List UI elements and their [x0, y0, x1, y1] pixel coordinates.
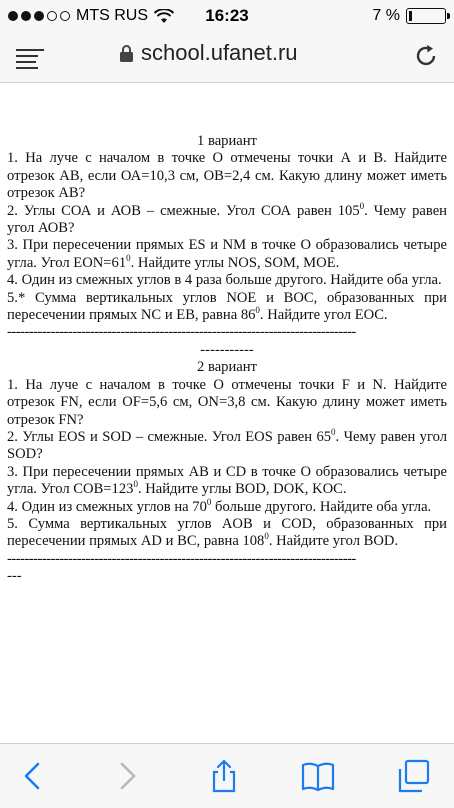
- v2-question-5: 5. Сумма вертикальных углов AOB и COD, образованных при пересечении прямых AD и BC, равна $108^0$. Найдите угол BOD.: [7, 515, 447, 550]
- url-text: school.ufanet.ru: [141, 40, 298, 65]
- v1-question-3: 3. При пересечении прямых ES и NM в точке О образовались четыре угла. Угол $EON=61^0$. Найдите углы NOS, SOM, MOE.: [7, 237, 447, 271]
- carrier-name: MTS RUS: [76, 7, 148, 24]
- url-field[interactable]: [120, 40, 298, 66]
- v2-question-4: 4. Один из смежных углов на $70^0$ больше другого. Найдите оба угла.: [7, 496, 432, 515]
- separator-line-2: --------------------------------------------------------------------------------: [7, 550, 356, 567]
- status-bar: [0, 0, 454, 32]
- variant-2-title: 2 вариант: [197, 359, 257, 376]
- v2-question-1: 1. На луче с началом в точке О отмечены точки F и N. Найдите отрезок FN, если OF=5,6 см, ON=3,8 см. Какую длину может иметь отрезок FN?: [7, 376, 447, 428]
- lock-icon: [120, 45, 133, 62]
- back-icon[interactable]: [16, 758, 52, 794]
- share-icon[interactable]: [206, 758, 242, 794]
- battery-icon: [406, 8, 446, 24]
- v1-question-2: 2. Углы СОА и АОВ – смежные. Угол СОА равен $105^0$. Чему равен угол АОВ?: [7, 200, 447, 237]
- separator-line-short: -----------: [200, 341, 254, 358]
- v2-question-3: 3. При пересечении прямых АВ и CD в точке О образовались четыре угла. Угол $COB=123^0$. Найдите углы BOD, DOK, KOC.: [7, 463, 447, 498]
- address-bar: [0, 32, 454, 83]
- v1-question-5: 5.* Сумма вертикальных углов NOE и BOC, образованных при пересечении прямых NC и EB, равна $86^0$. Найдите угол EOC.: [7, 289, 447, 324]
- variant-1-title: 1 вариант: [197, 133, 257, 149]
- clock: 16:23: [205, 6, 249, 25]
- v2-question-2: 2. Углы EOS и SOD – смежные. Угол EOS равен $65^0$. Чему равен угол SOD?: [7, 427, 447, 463]
- separator-line-2-tail: ---: [7, 568, 22, 585]
- browser-toolbar: [0, 743, 454, 808]
- reader-menu-icon[interactable]: [16, 47, 44, 69]
- document-text: [7, 133, 447, 586]
- v1-question-4: 4. Один из смежных углов в 4 раза больше другого. Найдите оба угла.: [7, 272, 442, 289]
- web-page: [0, 83, 454, 743]
- tabs-icon[interactable]: [396, 758, 432, 794]
- reload-icon[interactable]: [412, 42, 440, 70]
- battery-group: [372, 7, 446, 25]
- bookmarks-icon[interactable]: [300, 758, 336, 794]
- v1-question-1: 1. На луче с началом в точке О отмечены точки А и В. Найдите отрезок АВ, если ОА=10,3 см, ОВ=2,4 см. Какую длину может иметь отрезок АВ?: [7, 150, 447, 202]
- forward-icon[interactable]: [108, 758, 144, 794]
- separator-line: --------------------------------------------------------------------------------: [7, 324, 356, 341]
- battery-percent: 7 %: [372, 7, 400, 24]
